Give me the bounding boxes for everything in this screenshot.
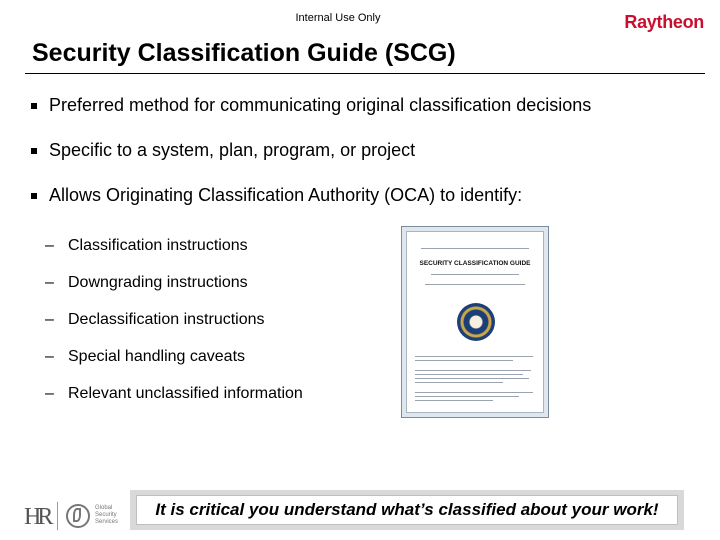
gss-logo-line: Services [95, 519, 119, 525]
bullet-text: Allows Originating Classification Authority (OCA) to identify: [49, 185, 523, 205]
sub-bullet-text: Classification instructions [68, 237, 248, 254]
document-text-line [415, 378, 529, 379]
sub-bullet-item [45, 346, 303, 367]
sub-bullet-item [45, 383, 303, 404]
callout-box [130, 490, 684, 530]
dash-marker: – [45, 311, 54, 328]
document-text-line [431, 274, 519, 275]
square-bullet-icon [31, 148, 37, 154]
document-text-line [415, 396, 519, 397]
gss-logo-line: Security [95, 512, 117, 518]
square-bullet-icon [31, 103, 37, 109]
bullet-list [31, 92, 591, 209]
bullet-item [31, 137, 591, 164]
dash-marker: – [45, 274, 54, 291]
title-divider [25, 73, 705, 74]
document-text-line [421, 248, 529, 249]
document-title: SECURITY CLASSIFICATION GUIDE [419, 260, 531, 267]
sub-bullet-item [45, 272, 303, 293]
gss-logo-text [95, 505, 118, 526]
global-security-services-logo-icon [66, 504, 90, 528]
square-bullet-icon [31, 193, 37, 199]
document-text-line [415, 360, 513, 361]
document-text-line [415, 356, 533, 357]
callout-inner [136, 495, 678, 525]
sub-bullet-text: Relevant unclassified information [68, 385, 303, 402]
document-text-line [425, 284, 525, 285]
sub-bullet-text: Downgrading instructions [68, 274, 248, 291]
bullet-item [31, 182, 591, 209]
document-text-line [415, 400, 493, 401]
dash-marker: – [45, 348, 54, 365]
scg-document-thumbnail [401, 226, 549, 418]
document-text-line [415, 370, 531, 371]
document-text-line [415, 374, 523, 375]
document-text-line [415, 382, 503, 383]
sub-bullet-text: Special handling caveats [68, 348, 246, 365]
sub-bullet-text: Declassification instructions [68, 311, 265, 328]
bullet-item [31, 92, 591, 119]
callout-text: It is critical you understand what’s classified about your work! [155, 500, 659, 519]
classification-label: Internal Use Only [295, 12, 381, 24]
logo-divider [57, 502, 58, 530]
gss-logo-line: Global [95, 505, 113, 511]
dash-marker: – [45, 237, 54, 254]
hr-logo: HR [24, 504, 50, 530]
slide-title: Security Classification Guide (SCG) [32, 39, 456, 67]
bullet-text: Specific to a system, plan, program, or project [49, 140, 416, 160]
sub-bullet-item [45, 235, 303, 256]
brand-logo: Raytheon [624, 12, 704, 32]
dash-marker: – [45, 385, 54, 402]
document-page [406, 231, 544, 413]
document-text-line [415, 392, 533, 393]
bullet-text: Preferred method for communicating original classification decisions [49, 95, 592, 115]
government-seal-icon [457, 303, 495, 341]
sub-bullet-item [45, 309, 303, 330]
sub-bullet-list [45, 235, 303, 404]
